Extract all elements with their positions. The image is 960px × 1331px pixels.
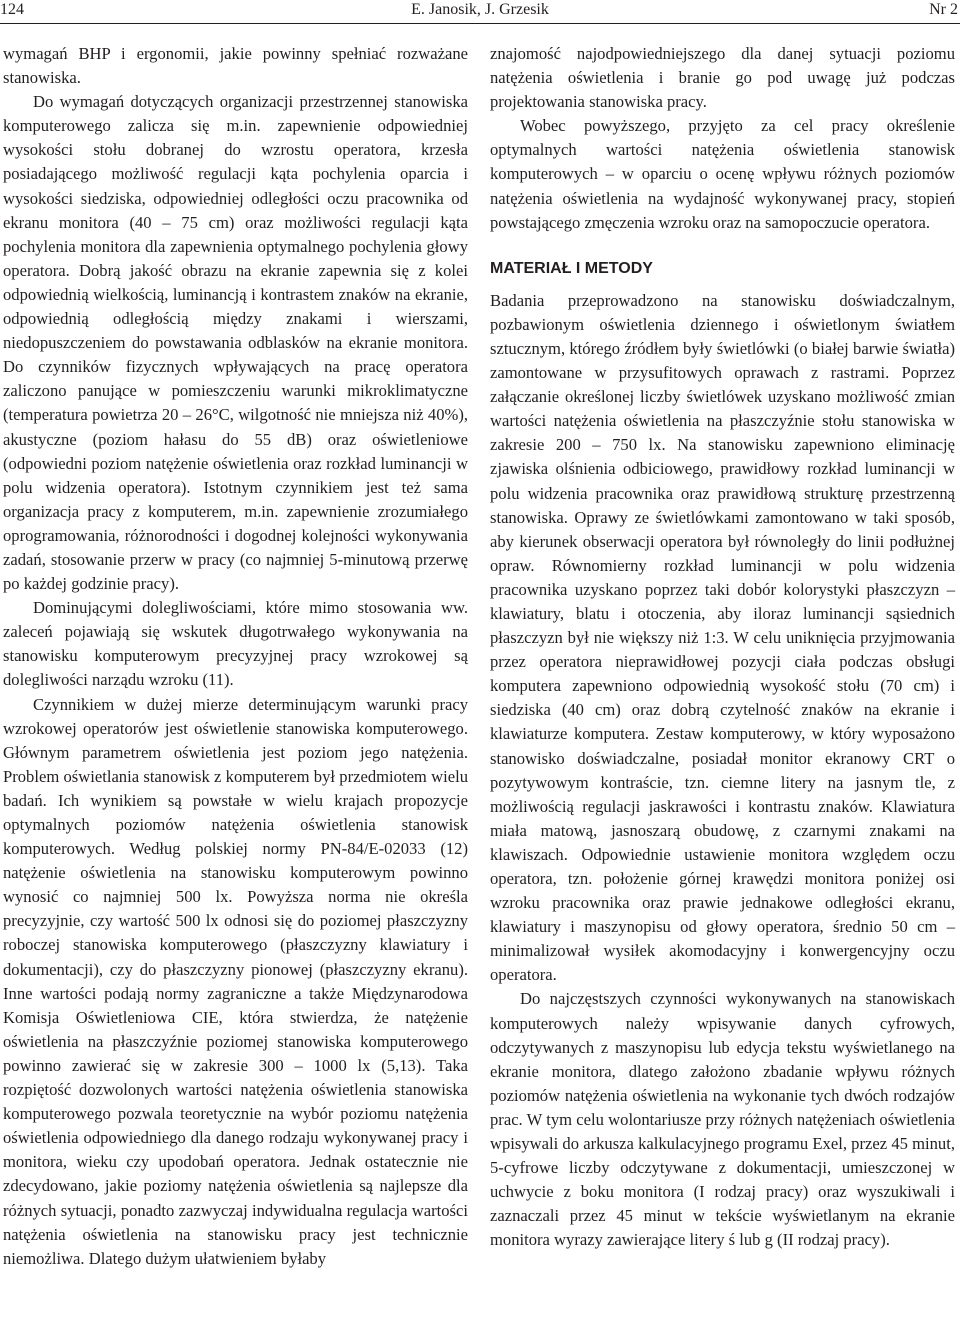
right-column bbox=[490, 42, 955, 1253]
running-authors: E. Janosik, J. Grzesik bbox=[411, 1, 549, 18]
left-column bbox=[3, 42, 468, 1271]
section-heading: MATERIAŁ I METODY bbox=[490, 259, 653, 277]
page-number: 124 bbox=[0, 1, 24, 18]
running-header bbox=[0, 0, 960, 22]
paragraph-continuation: znajomość najodpowiedniejszego dla danej sytuacji poziomu natężenia oświetlenia i branie go pod uwagę już podczas projektowania stanowiska pracy. bbox=[490, 44, 955, 112]
paragraph: Czynnikiem w dużej mierze determinującym warunki pracy wzrokowej operatorów jest oświetlenie stanowiska komputerowego. Głównym parametrem oświetlenia jest poziom jego natężenia. Problem oświetlania stanowisk z komputerem był przedmiotem wielu badań. Ich wynikiem są powstałe w wielu krajach propozycje optymalnych poziomów natężenia oświetlenia stanowisk komputerowych. Według polskiej normy PN-84/E-02033 (12) natężenie oświetlenia na stanowisku komputerowym powinno wynosić co najmniej 500 lx. Powyższa norma nie określa precyzyjnie, czy wartość 500 lx odnosi się do poziomej płaszczyzny roboczej stanowiska komputerowego (płaszczyzny klawiatury i dokumentacji), czy do płaszczyzny pionowej (płaszczyzny ekranu). Inne wartości podają normy zagraniczne a także Międzynarodowa Komisja Oświetleniowa CIE, która stwierdza, że natężenie oświetlenia na płaszczyźnie poziomej stanowiska komputerowego powinno zawierać się w zakresie 300 – 1000 lx (5,13). Taka rozpiętość dozwolonych wartości natężenia oświetlenia stanowiska komputerowego pozwala teoretycznie na wybór poziomu natężenia oświetlenia odpowiedniego dla danego rodzaju wykonywanej pracy i monitora, wieku czy upodobań operatora. Jednak ostatecznie nie zdecydowano, jakie poziomy natężenia oświetlenia są najlepsze dla różnych sytuacji, ponadto zazwyczaj indywidualna regulacja wartości natężenia oświetlenia na stanowisku pracy jest technicznie niemożliwa. Dlatego dużym ułatwieniem byłaby bbox=[3, 694, 468, 1268]
paragraph: Dominującymi dolegliwościami, które mimo stosowania ww. zaleceń pojawiają się wskutek długotrwałego wykonywania na stanowisku komputerowym precyzyjnej pracy wzrokowej są dolegliwości narządu wzroku (11). bbox=[3, 598, 468, 690]
paragraph-continuation: wymagań BHP i ergonomii, jakie powinny spełniać rozważane stanowiska. bbox=[3, 44, 468, 88]
issue-number: Nr 2 bbox=[929, 1, 958, 18]
paragraph: Do wymagań dotyczących organizacji przestrzennej stanowiska komputerowego zalicza się m.in. zapewnienie odpowiedniej wysokości stołu dobranej do wzrostu operatora, krzesła posiadającego możliwość regulacji kąta pochylenia oparcia i wysokości siedziska, odpowiedniej odległości oczu pracownika od ekranu monitora (40 – 75 cm) oraz możliwości regulacji kąta pochylenia monitora dla zapewnienia optymalnego pochylenia głowy operatora. Dobrą jakość obrazu na ekranie zapewnia się z kolei odpowiednią wielkością, luminancją i kontrastem znaków na ekranie, odpowiednią odległością między znakami i wierszami, niedopuszczeniem do powstawania odblasków na ekranie monitora. Do czynników fizycznych wpływających na pracę operatora zaliczono panujące w pomieszczeniu warunki mikroklimatyczne (temperatura powietrza 20 – 26°C, wilgotność nie mniejsza niż 40%), akustyczne (poziom hałasu do 55 dB) oraz oświetleniowe (odpowiedni poziom natężenie oświetlenia oraz rozkład luminancji w polu widzenia operatora). Istotnym czynnikiem jest też sama organizacja pracy z komputerem, m.in. zapewnienie zrozumiałego oprogramowania, różnorodności i dogodnej kolejności wykonywania zadań, stosowanie przerw w pracy (co najmniej 5-minutową przerwę po każdej godzinie pracy). bbox=[3, 92, 468, 594]
paragraph: Wobec powyższego, przyjęto za cel pracy określenie optymalnych wartości natężenia oświetlenia stanowisk komputerowych – w oparciu o ocenę wpływu różnych poziomów natężenia oświetlenia na wydajność wykonywanej pracy, stopień powstającego zmęczenia wzroku oraz na samopoczucie operatora. bbox=[490, 116, 955, 232]
paragraph: Do najczęstszych czynności wykonywanych na stanowiskach komputerowych należy wpisywanie danych cyfrowych, odczytywanych z maszynopisu lub edycja tekstu wyświetlanego na ekranie monitora, dlatego założono zbadanie wpływu różnych poziomów natężenia oświetlenia na wykonanie tych dwóch rodzajów prac. W tym celu wolontariusze przy różnych natężeniach oświetlenia wpisywali do arkusza kalkulacyjnego programu Exel, przez 45 minut, 5-cyfrowe liczby odczytywane z dokumentacji, umieszczonej w uchwycie z boku monitora (I rodzaj pracy) oraz wyszukiwali i zaznaczali przez 45 minut w tekście wyświetlanym na ekranie monitora wyrazy zawierające litery ś lub g (II rodzaj pracy). bbox=[490, 989, 955, 1250]
paragraph: Badania przeprowadzono na stanowisku doświadczalnym, pozbawionym oświetlenia dziennego i oświetlonym światłem sztucznym, którego źródłem były świetlówki (o białej barwie światła) zamontowane w przysufitowych oprawach z rastrami. Poprzez załączanie określonej liczby świetlówek uzyskano możliwość zmian wartości natężenia oświetlenia na płaszczyźnie stołu stanowiska w zakresie 200 – 750 lx. Na stanowisku zapewniono eliminację zjawiska olśnienia odbiciowego, prawidłowy rozkład luminancji w polu widzenia pracownika oraz prawidłową strukturę przestrzenną stanowiska. Oprawy ze świetlówkami zamontowano w taki sposób, aby kierunek obserwacji operatora był równoległy do linii podłużnej opraw. Równomierny rozkład luminancji w polu widzenia pracownika uzyskano poprzez taki dobór kolorystyki płaszczyzn – klawiatury, blatu i otoczenia, aby iloraz luminancji sąsiednich płaszczyzn był nie większy niż 1:3. W celu uniknięcia przyjmowania przez operatora nieprawidłowej pozycji ciała podczas obsługi komputera zapewniono odpowiednią wysokość stołu (70 cm) i siedziska (40 cm) oraz dobrą czytelność znaków na ekranie i klawiaturze komputera. Zestaw komputerowy, w który wyposażono stanowisko doświadczalne, posiadał monitor ekranowy CRT o pozytywowym kontraście, tzn. ciemne litery na jasnym tle, z możliwością regulacji jaskrawości i kontrastu znaków. Klawiatura miała matową, jasnoszarą obudowę, z czarnymi znakami na klawiszach. Odpowiednie ustawienie monitora względem oczu operatora, tzn. położenie górnej krawędzi monitora poniżej osi wzroku pracownika oraz prawie jednakowe odległości ekranu, klawiatury i maszynopisu od głowy operatora, średnio 50 cm – minimalizował wysiłek akomodacyjny i konwergencyjny oczu operatora. bbox=[490, 290, 955, 985]
header-rule bbox=[0, 23, 960, 24]
